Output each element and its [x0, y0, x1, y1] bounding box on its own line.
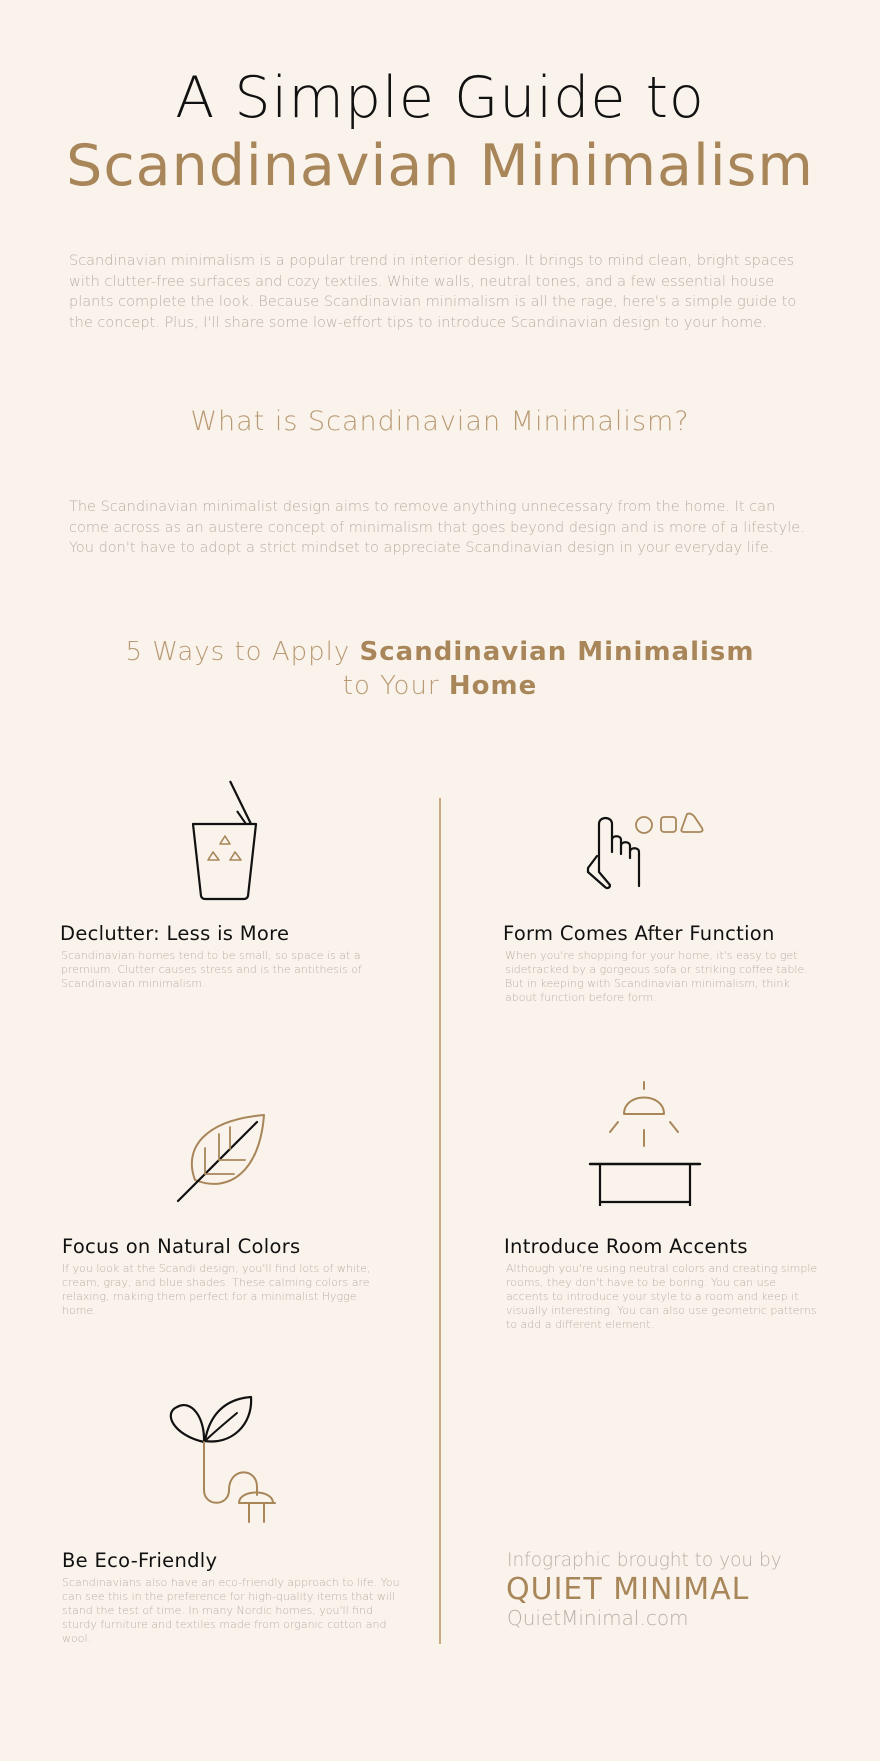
- intro-paragraph: Scandinavian minimalism is a popular trend in interior design. It brings to mind clean, bright spaces with clutter-free surfaces and cozy textiles. White walls, neutral tones, and a few essential house plants complete the look. Because Scandinavian minimalism is all the rage, here's a simple guide to the concept. Plus, I'll share some low-effort tips to introduce Scandinavian design to your home.: [69, 253, 797, 331]
- hand-pointer-shapes-icon: [585, 810, 711, 890]
- trash-can-recycle-icon: [188, 780, 268, 900]
- tip-title-eco-friendly: Be Eco-Friendly: [62, 1549, 218, 1572]
- ways-heading-line-1: [0, 634, 880, 670]
- lamp-table-icon: [588, 1080, 704, 1208]
- center-divider: [439, 798, 441, 1644]
- ways-heading-line-2: [0, 668, 880, 704]
- leaf-plug-icon: [165, 1395, 277, 1525]
- ways-heading-bold-2: Home: [448, 671, 538, 701]
- tip-text-declutter: Scandinavian homes tend to be small, so space is at a premium. Clutter causes stress and is the antithesis of Scandinavian minimalism.: [61, 949, 362, 990]
- tip-text-room-accents: Although you're using neutral colors and creating simple rooms, they don't have to be boring. You can use accents to introduce your style to a room and keep it visually interesting. You can also use geometric patterns to add a different element.: [506, 1262, 818, 1331]
- tip-text-natural-colors: If you look at the Scandi design, you'll find lots of white, cream, gray, and blue shades. These calming colors are relaxing, making them perfect for a minimalist Hygge home.: [62, 1262, 371, 1317]
- page-title-line-2: Scandinavian Minimalism: [66, 133, 814, 199]
- what-is-heading: What is Scandinavian Minimalism?: [190, 406, 690, 437]
- ways-heading-text-2: to Your: [342, 671, 449, 701]
- tip-title-form-function: Form Comes After Function: [503, 922, 775, 945]
- credit-brand-logo: QUIET MINIMAL: [506, 1572, 750, 1607]
- leaf-icon: [175, 1112, 267, 1204]
- tip-title-room-accents: Introduce Room Accents: [504, 1235, 748, 1258]
- ways-heading-text-1: 5 Ways to Apply: [125, 637, 360, 667]
- tip-title-declutter: Declutter: Less is More: [60, 922, 290, 945]
- what-is-paragraph: The Scandinavian minimalist design aims to remove anything unnecessary from the home. It can come across as an austere concept of minimalism that goes beyond design and is more of a lifestyle. You don't have to adopt a strict mindset to appreciate Scandinavian design in your everyday life.: [69, 499, 805, 556]
- tip-text-eco-friendly: Scandinavians also have an eco-friendly approach to life. You can see this in the preference for high-quality items that will stand the test of time. In many Nordic homes, you'll find sturdy furniture and textiles made from organic cotton and wool.: [62, 1576, 400, 1645]
- page-title-line-1: A Simple Guide to: [175, 65, 705, 131]
- tip-text-form-function: When you're shopping for your home, it's easy to get sidetracked by a gorgeous sofa or striking coffee table. But in keeping with Scandinavian minimalism, think about function before form.: [505, 949, 808, 1004]
- credit-line: Infographic brought to you by: [507, 1550, 782, 1571]
- tip-title-natural-colors: Focus on Natural Colors: [62, 1235, 301, 1258]
- credit-url-link[interactable]: QuietMinimal.com: [507, 1606, 689, 1630]
- ways-heading-bold-1: Scandinavian Minimalism: [359, 637, 755, 667]
